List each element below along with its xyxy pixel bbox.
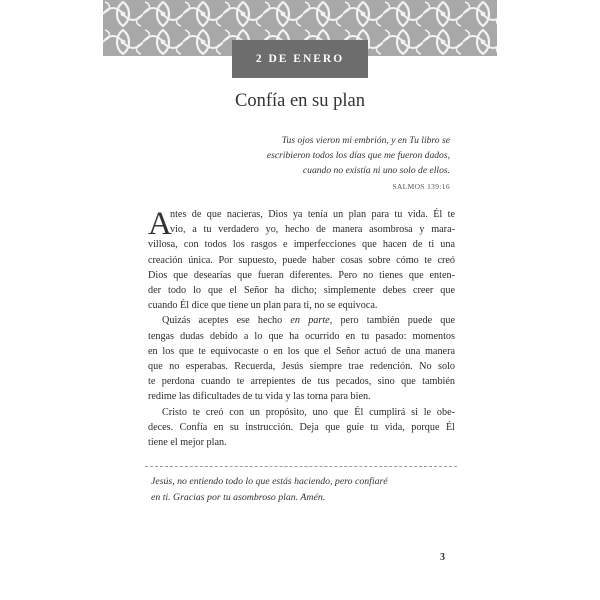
page-number: 3 [440, 552, 445, 563]
verse-line: escribieron todos los días que me fueron dados, [266, 150, 450, 161]
date-label: 2 DE ENERO [255, 53, 345, 65]
date-banner [232, 40, 368, 78]
body-line: te perdona cuando te arrepientes de tus pecados, sino que también [148, 376, 455, 388]
section-divider [145, 466, 457, 467]
body-text-run: Quizás aceptes ese hecho [162, 315, 291, 327]
body-line: creación única. Por supuesto, puede haber cosas sobre cómo te creó [148, 254, 455, 266]
paragraph-3 [148, 405, 455, 451]
paragraph-2 [148, 313, 455, 404]
body-line: en los que te equivocaste o en los que el Señor actuó de una manera [148, 345, 455, 357]
body-line: villosa, con todos los rasgos e imperfecciones que hacen de ti una [148, 239, 455, 251]
body-line: der todo lo que el Señor ha dicho; simplemente debes creer que [148, 285, 455, 297]
verse-line: Tus ojos vieron mi embrión, y en Tu libro se [281, 135, 450, 146]
body-text-run: , pero también puede que [329, 315, 456, 327]
body-line: cuando Él dice que tiene un plan para ti, no se equivoca. [148, 300, 378, 312]
body-line: deces. Confía en su instrucción. Deja que guíe tu vida, porque Él [148, 421, 455, 433]
body-line: tengas dudas debido a lo que ha ocurrido en tu pasado: momentos [148, 330, 455, 342]
body-line: que no esperabas. Recuerda, Jesús siempre trae redención. No solo [148, 361, 455, 373]
drop-cap: A [148, 206, 172, 242]
body-line [148, 313, 455, 328]
prayer-line: Jesús, no entiendo todo lo que estás haciendo, pero confiaré [151, 476, 388, 487]
scripture-verse [140, 133, 450, 178]
body-line: tiene el mejor plan. [148, 437, 227, 449]
devotional-title: Confía en su plan [235, 91, 365, 111]
devotional-body [148, 207, 455, 450]
body-line: ntes de que nacieras, Dios ya tenía un plan para tu vida. Él te [170, 209, 455, 220]
body-line: Cristo te creó con un propósito, uno que Él cumplirá si le obe- [162, 406, 455, 418]
closing-prayer [151, 474, 451, 506]
body-line: redime las dificultades de tu vida y las torna para bien. [148, 391, 371, 403]
body-line: Dios que desearías que fueran diferentes. Pero no tienes que enten- [148, 269, 455, 281]
verse-reference: SALMOS 139:16 [392, 182, 450, 191]
emphasis-text: en parte [290, 315, 330, 327]
paragraph-1 [148, 207, 455, 313]
prayer-line: en ti. Gracias por tu asombroso plan. Amén. [151, 492, 326, 503]
verse-line: cuando no existía ni uno solo de ellos. [302, 165, 450, 176]
body-line: vio, a tu verdadero yo, hecho de manera asombrosa y mara- [170, 224, 455, 236]
